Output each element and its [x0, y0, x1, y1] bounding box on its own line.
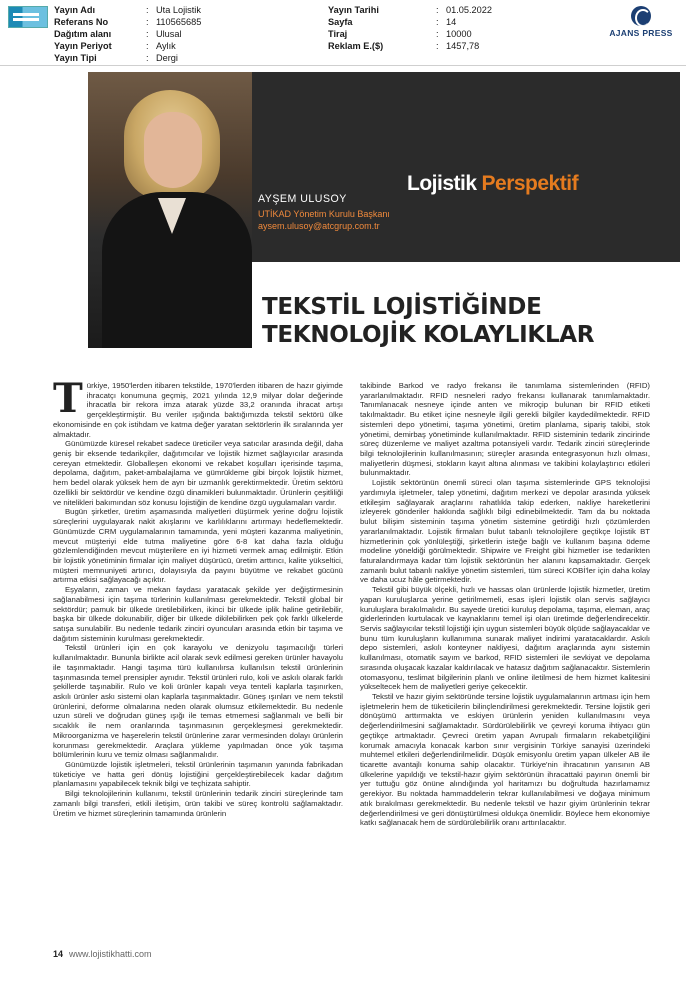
paragraph: takibinde Barkod ve radyo frekansı ile tanımlama sistemlerinden (RFID) yararlanılmaktadır. RFID nesneleri radyo frekansı kullanarak tanımlamaktadır. Tanımlanacak nesneye içinde anten ve mikroçip bulunan bir RFID etiketi takılmaktadır. Bu etiket içine nesneyle ilgili gerekli bilgiler kaydedilmektedir. RFID sistemleri depo yönetimi, taşıma yönetimi, üretim planlama, sipariş takibi, stok yönetimi, demirbaş yönetiminde kullanılmaktadır. RFID sisteminin tedarik zincirinde süreç düzenleme ve maliyet azaltma potansiyeli vardır. Tedarik zinciri süreçlerinde bilgi teknolojilerinin kullanılmasının; süreçler arasında entegrasyonun hızlı olması, maliyetlerin düşmesi, stokların kayıt altına alınması ve takibini kolaylaştırıcı etkileri bulunmaktadır. [360, 381, 650, 478]
website-url: www.lojistikhatti.com [69, 949, 152, 959]
headline-line: TEKNOLOJİK KOLAYLIKLAR [262, 322, 595, 348]
section-title-word2: Perspektif [481, 172, 579, 195]
meta-row: Yayın Tipi : Dergi [54, 53, 178, 63]
page-footer [53, 949, 152, 959]
section-title-word1: Lojistik [407, 172, 477, 195]
meta-row: Referans No : 110565685 [54, 17, 202, 27]
meta-row: Yayın Adı : Uta Lojistik [54, 5, 201, 15]
clipping-header [0, 0, 686, 66]
paragraph: Bugün şirketler, üretim aşamasında maliyetleri düşürmek yerine doğru lojistik süreçlerini uygulayarak nakit akışlarını ve karlılıklarını artırmayı hedeflemektedir. Günümüzde CRM uygulamalarının tamamında, yeni müşteri kazanma maliyetinin, mevcut müşteriyi elde tutma maliyetine göre 6-8 kat daha fazla olduğu gözlemlendiğinden mevcut müşterilere en iyi hizmeti vermek amaç edilmiştir. Etkin bir lojistik yönetiminin firmalar için maliyet düşürücü, üretim arttırıcı, kalite yükseltici, müşteri memnuniyeti artırıcı, dolayısıyla da payını büyütme ve rekabet gücünü artırma etkisi sağlayacağı açıktır. [53, 507, 343, 585]
meta-row: Tiraj : 10000 [328, 29, 472, 39]
page-number: 14 [53, 949, 64, 959]
paragraph: Lojistik sektörünün önemli süreci olan taşıma sistemlerinde GPS teknolojisi yardımıyla işletmeler, talep yönetimi, dağıtım merkezi ve depolar arasında yüksek etkileşim sağlayarak araçlarını rahatlıkla takip ederken, nakliye hareketlerini izleyerek gönderiler hakkında sağlıklı bilgi edinebilmektedir. Tam da bu noktada bulut bilişim sisteminin taşıma yönetim sistemine getirdiği hızlı çözümlerden yararlanılmaktadır. Lojistik firmaları bulut tabanlı teknolojilere geçtikçe lojistik BT hizmetlerinin çok yönlüleştiği, şirketlerin isteğe bağlı ve kullanım başına ödeme modeline yöneldiği görülmektedir. Shipwire ve Freight gibi hizmetler ise tedarikten faturalandırmaya kadar tüm lojistik sektörünün her alanını kapsamaktadır. Gerçek zamanlı bulut tabanlı nakliye yönetim sistemleri, tüm süreci KOBİ'ler için daha kolay ve daha ucuz hâle getirmektedir. [360, 478, 650, 585]
section-bar [252, 92, 680, 166]
author-photo [88, 72, 252, 348]
paragraph: Tekstil ve hazır giyim sektöründe tersine lojistik uygulamalarının artması için hem işletmelerin hem de tüketicilerin bilinçlendirilmesi gerekmektedir. Tersine lojistik geri dönüşümü arttırmakta ve eskiyen ürünlerin yeniden kullanılmasını veya değerlendirilmesini sağlamaktadır. Sürdürülebilirlik ve çevreyi koruma ihtiyacı gün geçtikçe artmaktadır. Çevreci üretim yapan Avrupalı firmaların rekabetçiliğini korumak amacıyla konacak karbon sınır vergisinin Türkiye sanayisi üzerindeki muhtemel etkileri değerlendirilmelidir. Düşük emisyonlu üretim yapan ülkeler AB ile ticarette avantajlı konuma sahip olacaktır. Türkiye'nin ihracatının yarısının AB ülkelerine yapıldığı ve tekstil-hazır giyim sektörünün ihracattaki payının önemli bir yer tuttuğu göz önüne alındığında yol haritamızı bu doğrultuda hazırlamamız gerekiyor. Bu noktada hammaddelerin tekrar kullanılabilmesi ve doğaya minimum atık bırakılması gerekmektedir. Bu nedenle tekstil ve hazır giyim ürünlerinin tekrar değerlendirilmesi ve geri dönüştürülmesi oldukça önemlidir. Böylece hem ekonomiye katkı sağlanacak hem de sürdürülebilirlik oranı arttırılacaktır. [360, 692, 650, 828]
section-title [407, 172, 578, 196]
paragraph: Tekstil gibi büyük ölçekli, hızlı ve hassas olan ürünlerde lojistik hizmetler, üretim yapan kuruluşlarca yerine getirilmemeli, esas işleri lojistik olan servis sağlayıcı kuruluşlara bırakılmalıdır. Bu sayede üretici kuruluş depolama, taşıma, eleman, araç giderlerinden kurtulacak ve kaynaklarını temel işi olan üretimde değerlendirecektir. Servis sağlayıcılar tekstil lojistiği için uygun sistemleri büyük ölçüde sağlayacaklar ve bunu tüm kuruluşların kullanımına sunarak maliyet indirimi yaratacaklardır. Askılı depo sistemleri, askılı konteyner nakliyesi, dağıtım araçlarında aynı sistemin kullanılması, otomatik sayım ve barkod, RFID sistemleri ile sevkiyat ve depolama sırasında oluşacak kazalar kaldırılacak ve hatasız dağıtım sağlanacaktır. Sistemlerin otomasyonu, teslimat bilgilerinin planlı ve online iletilmesi de hem hizmet kalitesini yükseltecek hem de maliyetleri geriye çekecektir. [360, 585, 650, 692]
agency-name: AJANS PRESS [609, 28, 673, 38]
meta-row: Dağıtım alanı : Ulusal [54, 29, 182, 39]
article-column-left [53, 381, 343, 923]
meta-row: Sayfa : 14 [328, 17, 457, 27]
paragraph: Tekstil ürünleri için en çok karayolu ve denizyolu taşımacılığı türleri kullanılmaktadır. Bununla birlikte acil olarak sevk edilmesi gereken ürünler havayolu ile taşınmaktadır. Hangi taşıma türü kullanılırsa kullanılsın tekstil ürünlerinin taşınmasında temel prensipler aynıdır. Tekstil ürünleri rulo, koli ve askılı olarak farklı şekillerde taşınabilir. Rulo ve koli ürünler kapalı veya tenteli kaplarla taşınırken, askılı ürünler askı sistemi olan kaplarla taşınmaktadır. Güneş ışınları ve nem tekstil ürünlerini, deforme olmalarına neden olarak olumsuz etkilemektedir. Bu nedenle uzun süreli ve doğrudan güneş ışığı ile temas etmemesi sağlanmalı ve belli bir sıcaklık ile nem oranlarında taşınmasının gerçekleşmesi gerekmektedir. Mikroorganizma ve haşerelerin tekstil ürünlerine zarar vermesinden dolayı ürünlerin korunması gerekmektedir. Araçlara yükleme yapılmadan önce yük taşıma bölümlerinin kuru ve temiz olması sağlanmalıdır. [53, 643, 343, 760]
meta-row: Reklam E.($) : 1457,78 [328, 41, 480, 51]
paragraph: Bilgi teknolojilerinin kullanımı, tekstil ürünlerinin tedarik zinciri süreçlerinde tam zamanlı bilgi transferi, etkili iletişim, ürün takibi ve süreç kontrolü sağlamaktadır. Üretim ve hizmet süreçlerinin tamamında ürünlerin [53, 789, 343, 818]
paragraph: Günümüzde küresel rekabet sadece üreticiler veya satıcılar arasında değil, daha geniş bir eksende tedarikçiler, dağıtımcılar ve lojistik hizmet sağlayıcılar arasında cereyan etmektedir. Globalleşen ekonomi ve rekabet koşulları içerisinde taşıma, depolama, dağıtım, paket-ambalajlama ve gümrükleme gibi birçok lojistik hizmet, hem bedel olarak yüksek hem de ayrı bir uzmanlık gerektirmektedir. Üretim sektörü özellikli bir sektördür ve kendine özgü dinamikleri bulunmaktadır. Ürünlerin çeşitliliği ve nitelikleri bakımından söz konusu lojistiğin de kendine özgü uygulamaları vardır. [53, 439, 343, 507]
author-name: AYŞEM ULUSOY [258, 193, 347, 205]
drop-cap: T [53, 381, 83, 422]
publication-logo-icon [8, 6, 48, 28]
globe-icon [631, 6, 651, 26]
clipping-meta-left [54, 4, 201, 64]
article-headline [262, 293, 672, 349]
paragraph: Türkiye, 1950'lerden itibaren tekstilde, 1970'lerden itibaren de hazır giyimde ihracatçı konumuna geçmiş, 2021 yılında 12,9 milyar dolar değerinde ihracatla bir rekora imza atarak yüzde 33,2 oranında ihracat artışı gerçekleştirmiştir. Bu veriler ışığında baktığımızda tekstil sektörü ülke ekonomisinde en çok istihdam ve katma değer yaratan sektörlerin ilk sıralarında yer almaktadır. [53, 381, 343, 439]
author-email: aysem.ulusoy@atcgrup.com.tr [258, 221, 380, 231]
meta-row: Yayın Periyot : Aylık [54, 41, 176, 51]
paragraph: Eşyaların, zaman ve mekan faydası yaratacak şekilde yer değiştirmesinin sağlanabilmesi için taşıma türlerinin kullanılması gerekmektedir. Tekstil global bir sektördür; pamuk bir ülkede üretilebilirken, ikinci bir ülkede iplik haline getirilebilir, başka bir ülkede dokunabilir, diğer bir ülkede dikilebilirken pek çok farklı ülkelerde satışa sunulabilir. Bu nedenle tedarik zinciri oyuncuları arasında etkin bir taşıma ve dağıtım sisteminin kurulması gerekmektedir. [53, 585, 343, 643]
article-column-right [360, 381, 650, 923]
paragraph: Günümüzde lojistik işletmeleri, tekstil ürünlerinin taşımanın yanında fabrikadan tüketiciye ve hatta geri dönüş lojistiğini gerçekleştirebilecek kadar dağıtım planlamasını yapabilecek teknik bilgi ve teçhizata sahiptir. [53, 760, 343, 789]
author-title: UTİKAD Yönetim Kurulu Başkanı [258, 209, 390, 219]
clipping-meta-right [328, 4, 492, 52]
agency-logo [606, 6, 676, 38]
headline-line: TEKSTİL LOJİSTİĞİNDE [262, 294, 542, 320]
meta-row: Yayın Tarihi : 01.05.2022 [328, 5, 492, 15]
